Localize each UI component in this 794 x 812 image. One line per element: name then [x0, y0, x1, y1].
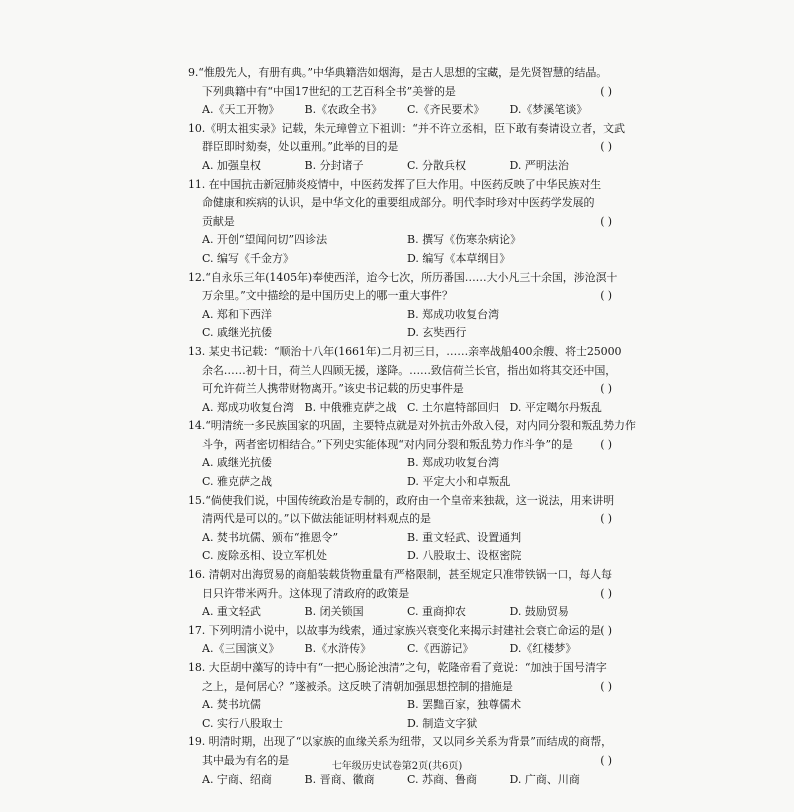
option-a[interactable]: A. 焚书坑儒、颁布“推恩令”: [202, 530, 339, 544]
question-q13: [182, 343, 622, 417]
answer-bracket[interactable]: ( ): [600, 679, 612, 693]
option-b[interactable]: B. 郑成功收复台湾: [407, 456, 500, 470]
options-row: [182, 157, 612, 176]
question-stem: [182, 269, 618, 288]
question-text: 清两代是可以的。”以下做法能证明材料观点的是: [202, 512, 431, 526]
question-stem-continued: [182, 287, 612, 306]
option-d[interactable]: D. 平定噶尔丹叛乱: [509, 400, 602, 414]
question-text: 万余里。”文中描绘的是中国历史上的哪一重大事件？: [202, 289, 453, 303]
question-stem: [182, 64, 612, 83]
option-a[interactable]: A. 郑和下西洋: [202, 307, 272, 321]
option-a[interactable]: A.《天工开物》: [202, 103, 280, 117]
question-stem: [182, 566, 612, 585]
question-q9: [182, 64, 612, 120]
options-row: [182, 771, 612, 790]
question-text: 14.“明清统一多民族国家的巩固，主要特点就是对外抗击外敌入侵，对内同分裂和叛乱势力作: [188, 419, 636, 433]
options-row: [182, 324, 612, 343]
option-a[interactable]: A. 焚书坑儒: [202, 698, 261, 712]
options-row: [182, 306, 612, 325]
question-text: 9.“惟殷先人，有册有典。”中华典籍浩如烟海，是古人思想的宝藏，是先贤智慧的结晶。: [188, 66, 608, 79]
question-q14: [182, 417, 636, 491]
question-stem: [182, 417, 636, 436]
answer-bracket[interactable]: ( ): [600, 140, 612, 154]
answer-bracket[interactable]: ( ): [600, 84, 612, 98]
question-stem-continued: [182, 585, 612, 604]
question-stem: [182, 733, 612, 752]
option-c[interactable]: C. 编写《千金方》: [202, 251, 295, 265]
options-row: [182, 603, 612, 622]
options-row: [182, 696, 612, 715]
question-stem-continued: [182, 194, 612, 213]
question-q16: [182, 566, 612, 622]
question-text: 斗争，两者密切相结合。”下列史实能体现“对内同分裂和叛乱势力作斗争”的是: [202, 437, 573, 451]
options-row: [182, 250, 612, 269]
option-b[interactable]: B. 罢黜百家，独尊儒术: [407, 698, 522, 712]
question-stem: [182, 659, 612, 678]
answer-bracket[interactable]: ( ): [600, 753, 612, 767]
question-text: 12.“自永乐三年(1405年)奉使西洋，迨今七次，所历番国……大小凡三十余国，涉沧溟十: [188, 270, 618, 284]
question-stem: [182, 343, 622, 362]
question-q18: [182, 659, 612, 733]
answer-bracket[interactable]: ( ): [600, 382, 612, 396]
question-q17: [182, 622, 612, 659]
option-c[interactable]: C. 废除丞相、设立军机处: [202, 549, 328, 563]
question-stem: [182, 120, 625, 139]
option-a[interactable]: A. 重文轻武: [202, 605, 261, 619]
option-c[interactable]: C. 土尔扈特部回归: [407, 400, 500, 414]
question-stem-continued: [182, 436, 612, 455]
option-b[interactable]: B. 晋商、徽商: [304, 772, 375, 786]
option-b[interactable]: B. 闭关锁国: [304, 605, 364, 619]
question-text: 下列典籍中有“中国17世纪的工艺百科全书”美誉的是: [202, 84, 456, 98]
question-stem-continued: [182, 510, 612, 529]
option-d[interactable]: D. 平定大小和卓叛乱: [407, 475, 511, 489]
option-a[interactable]: A. 宁商、绍商: [202, 772, 272, 786]
option-a[interactable]: A.《三国演义》: [202, 642, 280, 656]
question-stem: [182, 622, 612, 641]
option-b[interactable]: B.《农政全书》: [304, 103, 383, 117]
question-text: 日只许带米两升。这体现了清政府的政策是: [202, 586, 410, 600]
answer-bracket[interactable]: ( ): [600, 586, 612, 600]
question-text: 10.《明太祖实录》记载，朱元璋曾立下祖训：“并不许立丞相，臣下敢有奏请设立者，文武: [188, 121, 625, 135]
question-text: 可允许荷兰人携带财物离开。”该史书记载的历史事件是: [202, 382, 464, 396]
option-b[interactable]: B. 郑成功收复台湾: [407, 307, 500, 321]
answer-bracket[interactable]: ( ): [600, 289, 612, 303]
option-a[interactable]: A. 郑成功收复台湾: [202, 400, 294, 414]
question-text: 17. 下列明清小说中，以故事为线索，通过家族兴衰变化来揭示封建社会衰亡命运的是: [188, 623, 601, 637]
question-stem-continued: [182, 362, 617, 381]
option-c[interactable]: C. 实行八股取士: [202, 716, 284, 730]
question-stem: [182, 492, 615, 511]
question-list: [182, 64, 636, 789]
option-d[interactable]: D. 八股取士、设枢密院: [407, 549, 522, 563]
question-text: 11. 在中国抗击新冠肺炎疫情中，中医药发挥了巨大作用。中医药反映了中华民族对生: [188, 177, 601, 191]
question-text: 命健康和疾病的认识，是中华文化的重要组成部分。明代李时珍对中医药学发展的: [202, 196, 595, 210]
question-stem: [182, 176, 612, 195]
options-row: [182, 101, 612, 120]
options-row: [182, 547, 612, 566]
answer-bracket[interactable]: ( ): [600, 512, 612, 526]
option-c[interactable]: C. 雅克萨之战: [202, 475, 273, 489]
question-stem-continued: [182, 213, 612, 232]
option-d[interactable]: D. 制造文字狱: [407, 716, 478, 730]
option-c[interactable]: C.《齐民要术》: [407, 103, 485, 117]
question-text: 15.“倘使我们说，中国传统政治是专制的，政府由一个皇帝来独裁，这一说法，用来讲明: [188, 493, 615, 507]
options-row: [182, 715, 612, 734]
option-d[interactable]: D.《梦溪笔谈》: [509, 103, 588, 117]
option-a[interactable]: A. 加强皇权: [202, 158, 261, 172]
option-c[interactable]: C. 重商抑农: [407, 605, 467, 619]
option-b[interactable]: B. 重文轻武、设置通判: [407, 530, 522, 544]
options-row: [182, 529, 612, 548]
options-row: [182, 640, 612, 659]
options-row: [182, 473, 612, 492]
page-footer: 七年级历史试卷第2页(共6页): [331, 761, 463, 772]
question-text: 其中最为有名的是: [202, 753, 290, 767]
question-text: 18. 大臣胡中藻写的诗中有“一把心肠论浊清”之句，乾隆帝看了竟说：“加浊于国号清字: [188, 661, 607, 674]
question-text: 19. 明清时期，出现了“以家族的血缘关系为纽带，又以同乡关系为背景”而结成的商帮，: [188, 735, 613, 749]
answer-bracket[interactable]: ( ): [600, 623, 612, 637]
question-text: 13. 某史书记载：“顺治十八年(1661年)二月初三日，……亲率战船400余艘、将士25000: [188, 344, 622, 358]
option-d[interactable]: D. 玄奘西行: [407, 326, 467, 340]
option-d[interactable]: D. 广商、川商: [509, 772, 580, 786]
option-b[interactable]: B. 撰写《伤寒杂病论》: [407, 233, 522, 247]
question-text: 16. 清朝对出海贸易的商船装载货物重量有严格限制，甚至规定只准带铁锅一口，每人每: [188, 568, 612, 582]
option-b[interactable]: B. 中俄雅克萨之战: [304, 400, 397, 414]
question-q10: [182, 120, 625, 176]
option-a[interactable]: A. 开创“望闻问切”四诊法: [202, 233, 328, 247]
options-row: [182, 231, 612, 250]
option-b[interactable]: B.《水浒传》: [304, 642, 372, 656]
question-text: 之上，是何居心？”遂被杀。这反映了清朝加强思想控制的措施是: [202, 679, 513, 693]
option-d[interactable]: D.《红楼梦》: [509, 642, 577, 656]
question-q11: [182, 176, 612, 269]
question-text: 余名……初十日，荷兰人四顾无援，遂降。……致信荷兰长官，指出如将其交还中国，: [202, 363, 617, 377]
question-stem-continued: [182, 678, 612, 697]
answer-bracket[interactable]: ( ): [600, 437, 612, 451]
answer-bracket[interactable]: ( ): [600, 214, 612, 228]
question-stem-continued: [182, 380, 612, 399]
option-a[interactable]: A. 戚继光抗倭: [202, 456, 272, 470]
question-q15: [182, 492, 615, 566]
option-b[interactable]: B. 分封诸子: [304, 158, 364, 172]
question-stem-continued: [182, 138, 612, 157]
question-text: 贡献是: [202, 214, 235, 228]
option-c[interactable]: C.《西游记》: [407, 642, 474, 656]
options-row: [182, 399, 612, 418]
question-stem-continued: [182, 83, 612, 102]
option-c[interactable]: C. 戚继光抗倭: [202, 326, 273, 340]
options-row: [182, 454, 612, 473]
option-d[interactable]: D. 严明法治: [509, 158, 569, 172]
option-c[interactable]: C. 苏商、鲁商: [407, 772, 478, 786]
question-text: 群臣即时劾奏，处以重刑。”此举的目的是: [202, 140, 399, 154]
option-d[interactable]: D. 鼓励贸易: [509, 605, 569, 619]
option-c[interactable]: C. 分散兵权: [407, 158, 467, 172]
option-d[interactable]: D. 编写《本草纲目》: [407, 251, 511, 265]
question-q12: [182, 269, 618, 343]
